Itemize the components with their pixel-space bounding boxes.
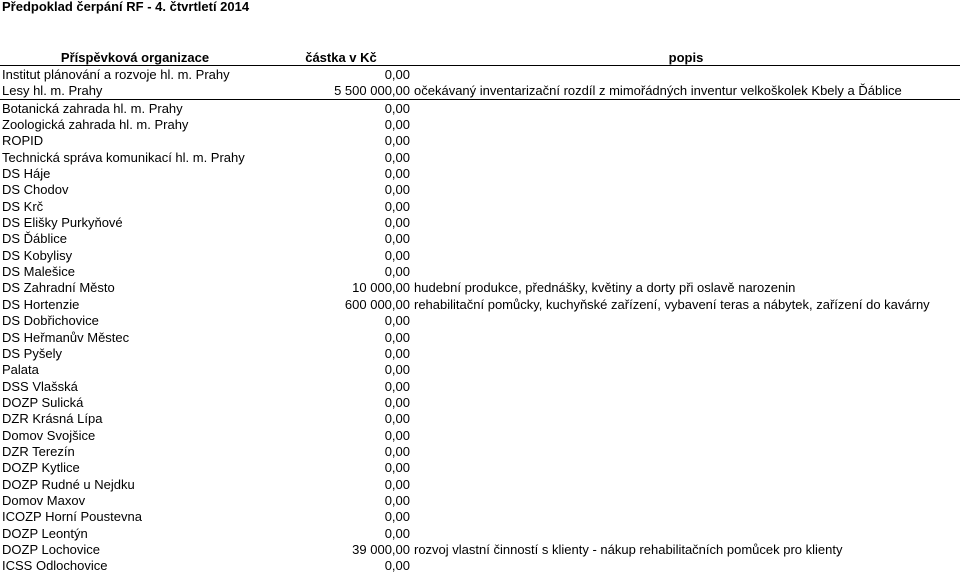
org-cell: Domov Maxov <box>2 492 86 508</box>
note-cell <box>412 198 960 214</box>
note-cell: rehabilitační pomůcky, kuchyňské zařízení, vybavení teras a nábytek, zařízení do kavárny <box>414 296 930 312</box>
table-row <box>0 492 960 508</box>
amount-cell: 0,00 <box>384 231 410 247</box>
table-row <box>0 100 960 117</box>
table-row <box>0 443 960 459</box>
table-row <box>0 133 960 149</box>
table-row <box>0 411 960 427</box>
amount-cell: 39 000,00 <box>352 541 410 557</box>
table-row <box>0 313 960 329</box>
amount-cell: 0,00 <box>384 329 410 345</box>
amount-cell: 0,00 <box>384 247 410 263</box>
note-cell: hudební produkce, přednášky, květiny a dorty při oslavě narozenin <box>414 280 796 296</box>
org-cell: DOZP Sulická <box>2 394 84 410</box>
table-row <box>0 165 960 181</box>
org-cell: ICSS Odlochovice <box>2 558 108 574</box>
amount-cell: 600 000,00 <box>344 296 410 312</box>
note-cell <box>412 476 960 492</box>
note-cell <box>412 394 960 410</box>
org-cell: DS Zahradní Město <box>2 280 115 296</box>
note-cell <box>412 66 960 83</box>
org-cell: DS Kobylisy <box>2 247 73 263</box>
amount-cell: 0,00 <box>270 100 412 117</box>
table-row <box>0 263 960 279</box>
org-cell: DS Malešice <box>2 264 75 280</box>
table-row <box>0 231 960 247</box>
note-cell <box>412 509 960 525</box>
note-cell <box>412 558 960 574</box>
note-cell <box>412 362 960 378</box>
table-row <box>0 427 960 443</box>
org-cell: DOZP Kytlice <box>2 460 80 476</box>
note-cell <box>412 263 960 279</box>
note-cell <box>412 247 960 263</box>
table-row <box>0 116 960 132</box>
org-cell: Palata <box>2 362 39 378</box>
note-cell <box>412 492 960 508</box>
amount-cell: 0,00 <box>384 362 410 378</box>
org-cell: Technická správa komunikací hl. m. Prahy <box>2 149 245 165</box>
amount-cell: 0,00 <box>384 558 410 574</box>
org-cell: DSS Vlašská <box>2 378 78 394</box>
note-cell <box>412 525 960 541</box>
org-cell: Zoologická zahrada hl. m. Prahy <box>2 117 189 133</box>
table-row <box>0 149 960 165</box>
org-cell: DS Hortenzie <box>2 296 80 312</box>
amount-cell: 0,00 <box>384 313 410 329</box>
table-row <box>0 394 960 410</box>
table-row <box>0 83 960 100</box>
budget-table <box>0 49 960 574</box>
table-row <box>0 362 960 378</box>
org-cell: DS Krč <box>2 198 44 214</box>
org-cell: Institut plánování a rozvoje hl. m. Prahy <box>2 67 230 83</box>
table-row <box>0 182 960 198</box>
amount-cell: 0,00 <box>384 378 410 394</box>
note-cell <box>412 411 960 427</box>
amount-cell: 0,00 <box>384 264 410 280</box>
note-cell <box>412 165 960 181</box>
org-cell: DS Heřmanův Městec <box>2 329 130 345</box>
table-row <box>0 247 960 263</box>
org-cell: DZR Krásná Lípa <box>2 411 103 427</box>
note-cell <box>412 116 960 132</box>
org-cell: DS Dobřichovice <box>2 313 99 329</box>
table-row <box>0 198 960 214</box>
org-cell: DOZP Leontýn <box>2 525 88 541</box>
org-cell: ROPID <box>2 133 44 149</box>
table-row <box>0 214 960 230</box>
amount-cell: 0,00 <box>384 509 410 525</box>
note-cell <box>412 378 960 394</box>
amount-cell: 0,00 <box>384 182 410 198</box>
amount-cell: 0,00 <box>384 215 410 231</box>
note-cell <box>412 345 960 361</box>
note-cell <box>412 231 960 247</box>
amount-cell: 0,00 <box>384 166 410 182</box>
amount-cell: 0,00 <box>384 411 410 427</box>
org-cell: Domov Svojšice <box>2 427 96 443</box>
amount-cell: 0,00 <box>384 394 410 410</box>
table-header-row <box>0 49 960 66</box>
org-cell: DS Elišky Purkyňové <box>2 215 123 231</box>
amount-cell: 0,00 <box>384 525 410 541</box>
header-amount: částka v Kč <box>270 49 412 66</box>
table-row <box>0 378 960 394</box>
table-row <box>0 541 960 557</box>
amount-cell: 5 500 000,00 <box>334 83 410 99</box>
note-cell <box>412 182 960 198</box>
header-note: popis <box>412 49 960 66</box>
org-cell: DOZP Rudné u Nejdku <box>2 476 135 492</box>
header-org: Příspěvková organizace <box>0 49 270 66</box>
amount-cell: 0,00 <box>384 198 410 214</box>
amount-cell: 0,00 <box>384 460 410 476</box>
table-row <box>0 280 960 296</box>
org-cell: DOZP Lochovice <box>2 541 101 557</box>
amount-cell: 10 000,00 <box>352 280 410 296</box>
table-row <box>0 296 960 312</box>
org-cell: DS Háje <box>2 166 51 182</box>
note-cell: rozvoj vlastní činností s klienty - nákup rehabilitačních pomůcek pro klienty <box>414 541 843 557</box>
table-row <box>0 509 960 525</box>
page-title: Předpoklad čerpání RF - 4. čtvrtletí 2014 <box>2 0 250 14</box>
note-cell <box>412 443 960 459</box>
note-cell <box>412 313 960 329</box>
note-cell: očekávaný inventarizační rozdíl z mimořádných inventur velkoškolek Kbely a Ďáblice <box>414 83 902 99</box>
amount-cell: 0,00 <box>384 443 410 459</box>
note-cell <box>412 329 960 345</box>
table-row <box>0 558 960 574</box>
amount-cell: 0,00 <box>384 476 410 492</box>
amount-cell: 0,00 <box>384 492 410 508</box>
amount-cell: 0,00 <box>384 427 410 443</box>
note-cell <box>412 149 960 165</box>
note-cell <box>412 427 960 443</box>
org-cell: ICOZP Horní Poustevna <box>2 509 142 525</box>
table-row <box>0 476 960 492</box>
note-cell <box>412 100 960 117</box>
note-cell <box>412 214 960 230</box>
note-cell <box>412 133 960 149</box>
table-row <box>0 66 960 83</box>
table-row <box>0 525 960 541</box>
org-cell: DS Pyšely <box>2 345 62 361</box>
org-cell: DZR Terezín <box>2 443 75 459</box>
note-cell <box>412 460 960 476</box>
org-cell: Botanická zahrada hl. m. Prahy <box>0 100 270 117</box>
table-row <box>0 460 960 476</box>
org-cell: Lesy hl. m. Prahy <box>2 83 103 99</box>
table-row <box>0 329 960 345</box>
org-cell: DS Chodov <box>2 182 69 198</box>
amount-cell: 0,00 <box>384 345 410 361</box>
amount-cell: 0,00 <box>384 117 410 133</box>
table-row <box>0 345 960 361</box>
org-cell: DS Ďáblice <box>2 231 68 247</box>
table-body <box>0 66 960 574</box>
amount-cell: 0,00 <box>384 67 410 83</box>
amount-cell: 0,00 <box>384 149 410 165</box>
amount-cell: 0,00 <box>384 133 410 149</box>
